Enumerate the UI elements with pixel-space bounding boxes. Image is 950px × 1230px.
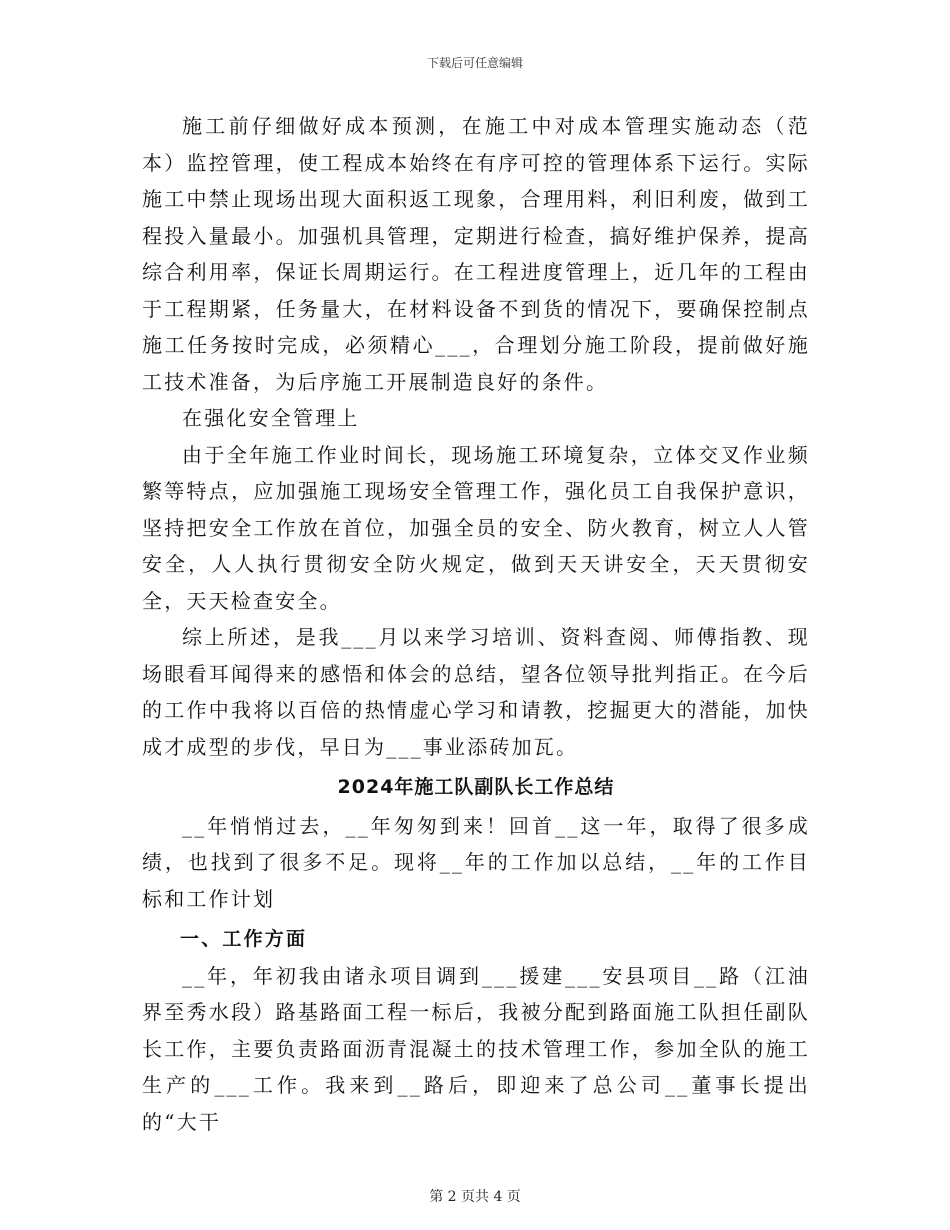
paragraph-safety-heading: 在强化安全管理上 <box>182 406 360 430</box>
paragraph-intro: __年悄悄过去，__年匆匆到来！回首__这一年，取得了很多成绩，也找到了很多不足。现将__年的工作加以总结，__年的工作目标和工作计划 <box>142 813 810 911</box>
page-header: 下载后可任意编辑 <box>426 56 523 70</box>
page-footer: 第 2 页共 4 页 <box>429 1189 521 1205</box>
paragraph-safety-management: 由于全年施工作业时间长，现场施工环境复杂，立体交叉作业频繁等特点，应加强施工现场安全管理工作，强化员工自我保护意识，坚持把安全工作放在首位，加强全员的安全、防火教育，树立人人管安全，人人执行贯彻安全防火规定，做到天天讲安全，天天贯彻安全，天天检查安全。 <box>142 442 810 613</box>
paragraph-conclusion: 综上所述，是我___月以来学习培训、资料查阅、师傅指教、现场眼看耳闻得来的感悟和体会的总结，望各位领导批判指正。在今后的工作中我将以百倍的热情虚心学习和请教，挖掘更大的潜能，加快成才成型的步伐，早日为___事业添砖加瓦。 <box>142 625 810 759</box>
document-title: 2024年施工队副队长工作总结 <box>337 776 615 798</box>
paragraph-work-details: __年，年初我由诸永项目调到___援建___安县项目__路（江油界至秀水段）路基路面工程一标后，我被分配到路面施工队担任副队长工作，主要负责路面沥青混凝土的技术管理工作，参加全队的施工生产的___工作。我来到__路后，即迎来了总公司__董事长提出的“大干 <box>142 963 810 1134</box>
paragraph-cost-management: 施工前仔细做好成本预测，在施工中对成本管理实施动态（范本）监控管理，使工程成本始终在有序可控的管理体系下运行。实际施工中禁止现场出现大面积返工现象，合理用料，利旧利废，做到工程投入量最小。加强机具管理，定期进行检查，搞好维护保养，提高综合利用率，保证长周期运行。在工程进度管理上，近几年的工程由于工程期紧，任务量大，在材料设备不到货的情况下，要确保控制点施工任务按时完成，必须精心___，合理划分施工阶段，提前做好施工技术准备，为后序施工开展制造良好的条件。 <box>142 114 810 394</box>
document-body <box>142 108 810 1140</box>
section-heading-work: 一、工作方面 <box>180 928 308 950</box>
